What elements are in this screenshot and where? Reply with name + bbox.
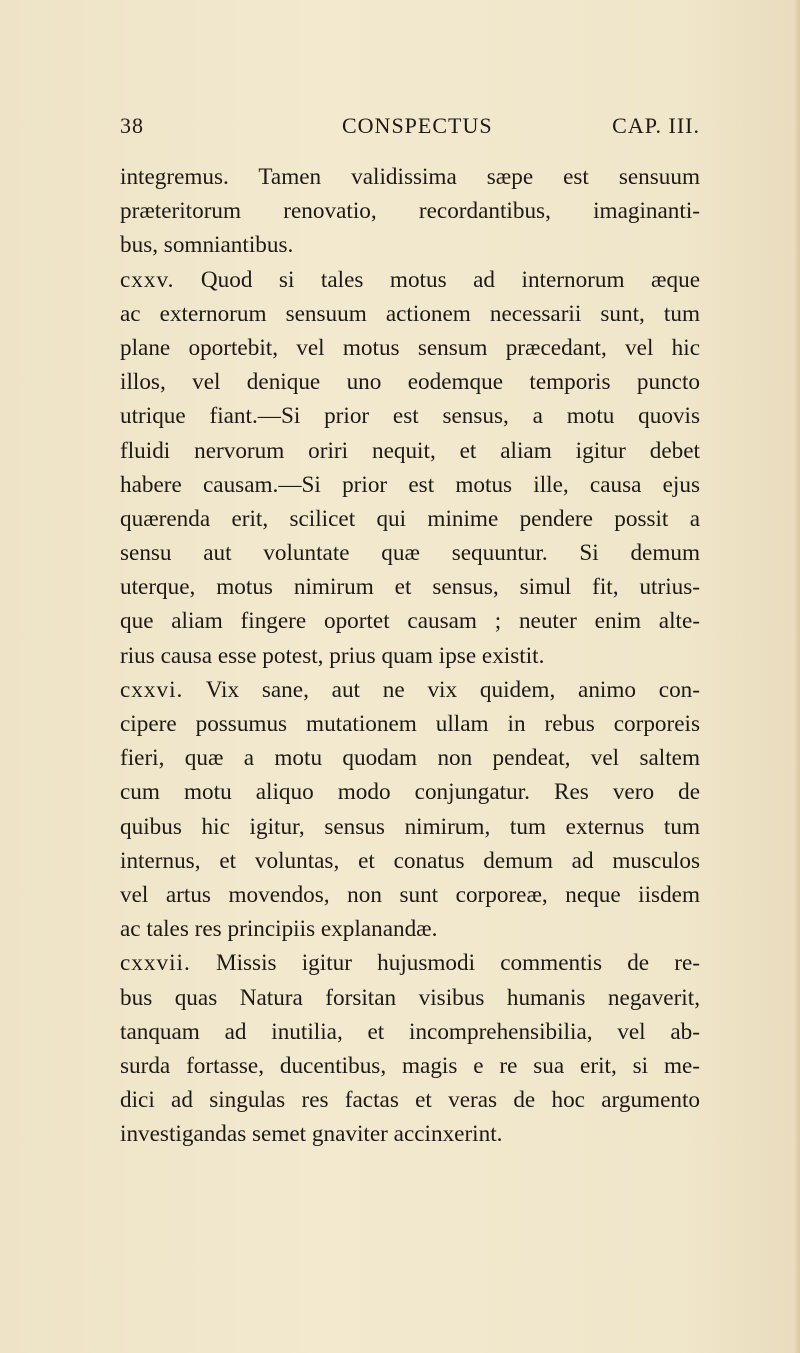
body-text: [120, 160, 700, 1151]
text-line: [120, 399, 700, 433]
line-text: plane oportebit, vel motus sensum præcedant, vel hic: [120, 334, 700, 361]
text-line: [120, 912, 700, 946]
text-line: [120, 263, 700, 297]
section-number: cxxvii.: [120, 950, 191, 977]
text-line: [120, 1117, 700, 1151]
text-line: [120, 228, 700, 262]
line-text: habere causam.—Si prior est motus ille, causa ejus: [120, 471, 700, 498]
line-text: dici ad singulas res factas et veras de hoc argumento: [120, 1087, 700, 1114]
line-text: bus, somniantibus.: [120, 232, 294, 259]
text-line: [120, 194, 700, 228]
line-text: fieri, quæ a motu quodam non pendeat, vel saltem: [120, 745, 700, 772]
text-line: [120, 502, 700, 536]
section-number: cxxv.: [120, 266, 175, 293]
page-number: 38: [120, 113, 144, 138]
text-line: [120, 810, 700, 844]
line-text: utrique fiant.—Si prior est sensus, a motu quovis: [120, 403, 700, 430]
text-line: [120, 844, 700, 878]
section-number: cxxvi.: [120, 676, 184, 703]
text-line: [120, 570, 700, 604]
text-line: [120, 1015, 700, 1049]
line-text: Vix sane, aut ne vix quidem, animo con-: [183, 676, 700, 703]
text-line: [120, 365, 700, 399]
line-text: que aliam fingere oportet causam ; neuter enim alte-: [120, 608, 700, 635]
text-line: [120, 741, 700, 775]
line-text: investigandas semet gnaviter accinxerint.: [120, 1121, 503, 1148]
text-line: [120, 775, 700, 809]
line-text: surda fortasse, ducentibus, magis e re sua erit, si me-: [120, 1052, 700, 1079]
text-line: [120, 604, 700, 638]
text-line: [120, 297, 700, 331]
text-line: [120, 468, 700, 502]
line-text: illos, vel denique uno eodemque temporis puncto: [120, 369, 700, 396]
line-text: Missis igitur hujusmodi commentis de re-: [190, 950, 700, 977]
line-text: sensu aut voluntate quæ sequuntur. Si demum: [120, 540, 700, 567]
line-text: ac externorum sensuum actionem necessarii sunt, tum: [120, 300, 700, 327]
line-text: integremus. Tamen validissima sæpe est sensuum: [120, 164, 700, 190]
running-title: CONSPECTUS: [342, 113, 493, 138]
line-text: bus quas Natura forsitan visibus humanis negaverit,: [120, 984, 700, 1011]
text-line: [120, 1049, 700, 1083]
page-edge: [794, 0, 800, 1353]
line-text: præteritorum renovatio, recordantibus, imaginanti-: [120, 198, 700, 225]
line-text: tanquam ad inutilia, et incomprehensibilia, vel ab-: [120, 1018, 700, 1045]
text-line: [120, 981, 700, 1015]
text-line: [120, 1083, 700, 1117]
line-text: quibus hic igitur, sensus nimirum, tum externus tum: [120, 813, 700, 840]
line-text: internus, et voluntas, et conatus demum ad musculos: [120, 847, 700, 874]
text-line: [120, 331, 700, 365]
text-line: [120, 160, 700, 194]
text-line: [120, 707, 700, 741]
line-text: vel artus movendos, non sunt corporeæ, neque iisdem: [120, 881, 700, 908]
line-text: ac tales res principiis explanandæ.: [120, 916, 438, 943]
line-text: Quod si tales motus ad internorum æque: [174, 266, 700, 293]
line-text: rius causa esse potest, prius quam ipse existit.: [120, 642, 545, 669]
line-text: uterque, motus nimirum et sensus, simul fit, utrius-: [120, 574, 700, 601]
line-text: cipere possumus mutationem ullam in rebus corporeis: [120, 711, 700, 737]
text-line: [120, 673, 700, 707]
text-line: [120, 434, 700, 468]
line-text: cum motu aliquo modo conjungatur. Res vero de: [120, 779, 700, 806]
text-line: [120, 639, 700, 673]
text-line: [120, 878, 700, 912]
chapter-label: CAP. III.: [612, 113, 700, 138]
line-text: quærenda erit, scilicet qui minime pendere possit a: [120, 505, 700, 532]
text-line: [120, 536, 700, 570]
line-text: fluidi nervorum oriri nequit, et aliam igitur debet: [120, 437, 700, 464]
text-line: [120, 946, 700, 980]
running-head: [120, 113, 700, 143]
